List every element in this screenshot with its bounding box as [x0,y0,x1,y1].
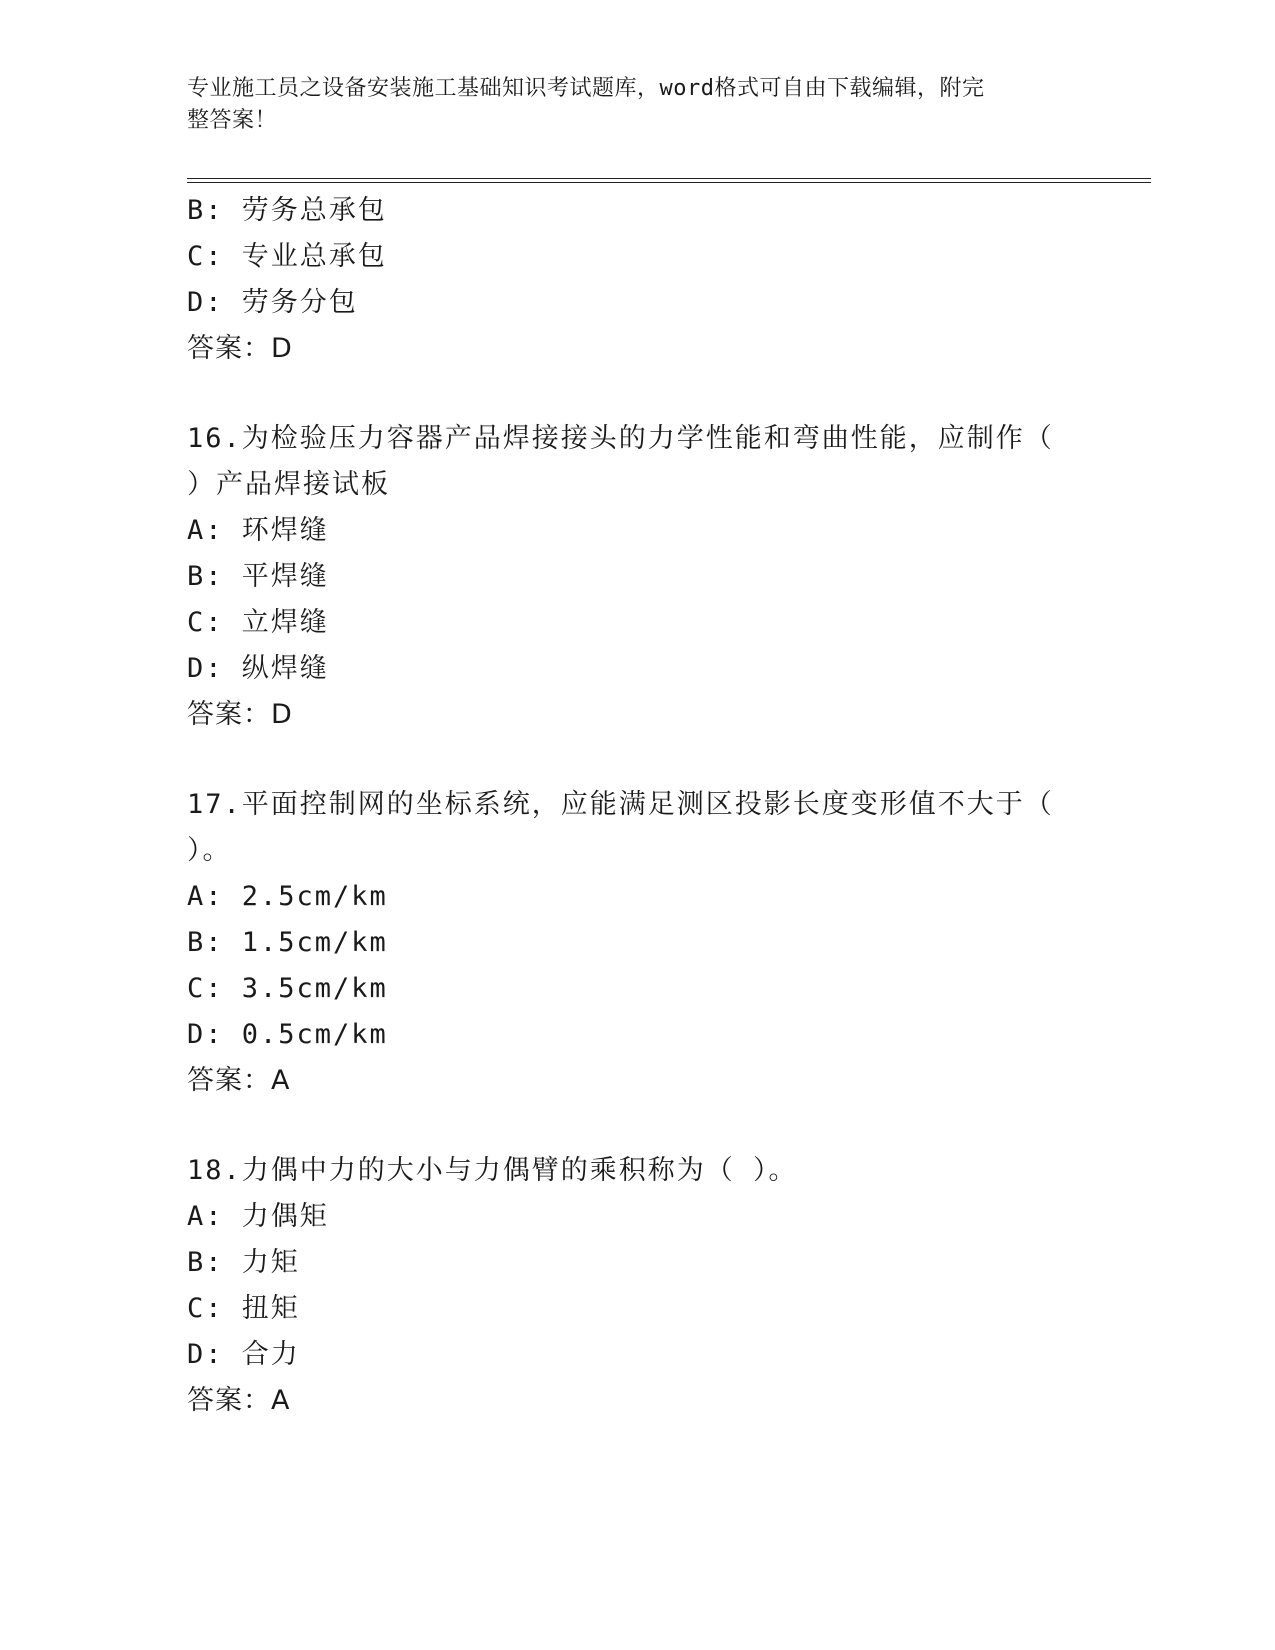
option-d: D: 纵焊缝 [187,653,329,684]
option-c: C: 3.5cm/km [187,973,388,1004]
header-divider [187,178,1151,179]
option-c: C: 立焊缝 [187,607,329,638]
answer-line [187,326,1087,372]
option-d: D: 0.5cm/km [187,1019,388,1050]
question-list [187,188,1087,1424]
answer-line [187,692,1087,738]
option-c: C: 扭矩 [187,1293,300,1324]
question-stem-17: 17.平面控制网的坐标系统，应能满足测区投影长度变形值不大于（ [187,789,1054,820]
header-divider-second [187,182,1151,183]
option-b: B: 劳务总承包 [187,195,387,226]
option-a: A: 环焊缝 [187,515,329,546]
option-d: D: 劳务分包 [187,287,358,318]
question-stem-16: 16.为检验压力容器产品焊接接头的力学性能和弯曲性能，应制作（ [187,423,1054,454]
answer-label: 答案： [187,1385,271,1416]
answer-line [187,1058,1087,1104]
option-b: B: 力矩 [187,1247,300,1278]
question-stem-16-cont: ）产品焊接试板 [187,469,390,500]
option-a: A: 力偶矩 [187,1201,329,1232]
question-stem-18: 18.力偶中力的大小与力偶臂的乘积称为（ ）。 [187,1155,798,1186]
answer-value: A [271,1065,291,1096]
page-header [187,73,1067,137]
question-stem-17-cont: ）。 [187,835,232,866]
option-c: C: 专业总承包 [187,241,387,272]
header-line-2: 整答案！ [187,108,278,133]
option-b: B: 平焊缝 [187,561,329,592]
answer-value: D [271,333,293,364]
header-line-1: 专业施工员之设备安装施工基础知识考试题库，word格式可自由下载编辑，附完 [187,76,985,101]
answer-value: D [271,699,293,730]
answer-label: 答案： [187,1065,271,1096]
option-b: B: 1.5cm/km [187,927,388,958]
answer-label: 答案： [187,699,271,730]
answer-line [187,1378,1087,1424]
answer-label: 答案： [187,333,271,364]
option-a: A: 2.5cm/km [187,881,388,912]
option-d: D: 合力 [187,1339,300,1370]
answer-value: A [271,1385,291,1416]
